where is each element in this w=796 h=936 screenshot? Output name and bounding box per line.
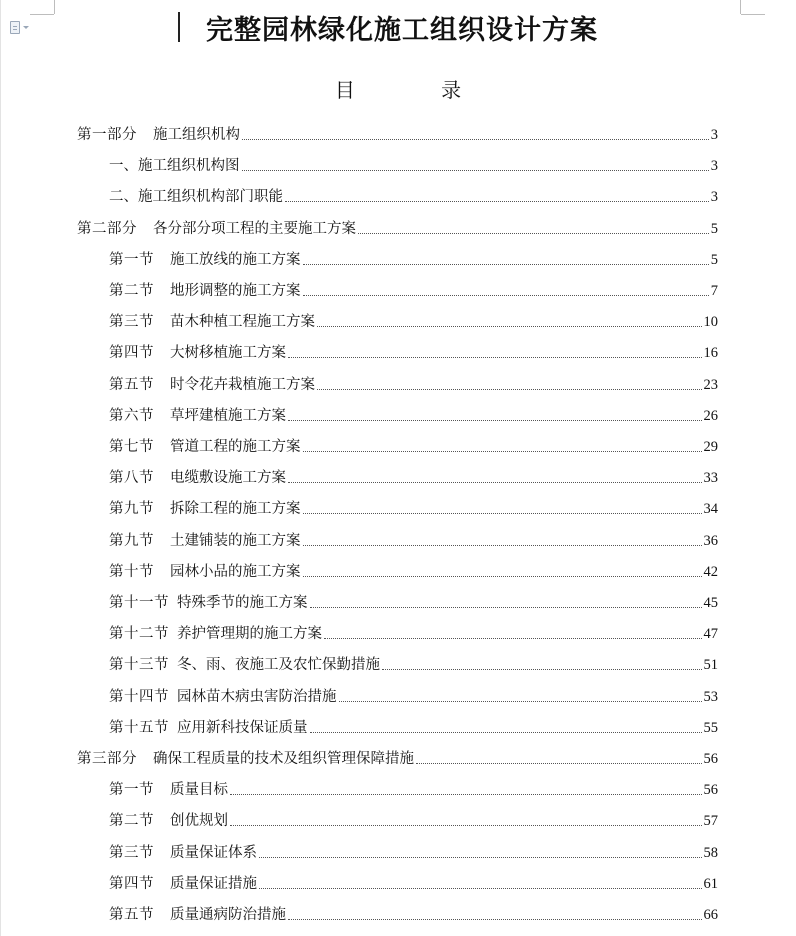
toc-entry-label: 第三节	[109, 844, 154, 861]
toc-entry-label: 第十五节	[109, 719, 169, 736]
toc-entry-label: 第十一节	[109, 595, 169, 611]
toc-entry-title: 特殊季节的施工方案	[177, 595, 308, 611]
margin-corner-mark-left-h	[30, 14, 54, 15]
toc-entry-text	[109, 563, 301, 581]
toc-entry-text	[109, 906, 286, 924]
text-cursor	[178, 12, 180, 42]
toc-entry-label: 第七节	[109, 439, 154, 455]
toc-entry[interactable]	[109, 621, 718, 643]
toc-entry-text	[109, 656, 380, 674]
toc-entry-title: 草坪建植施工方案	[170, 407, 286, 424]
toc-entry-label: 第四节	[109, 345, 154, 362]
toc-dot-leader	[317, 325, 702, 327]
toc-entry[interactable]	[109, 465, 718, 487]
toc-page-number: 26	[703, 407, 718, 424]
toc-page-number: 5	[710, 251, 718, 268]
toc-entry-label: 第三部分	[77, 751, 137, 767]
toc-entry-text	[109, 875, 257, 893]
toc-dot-leader	[259, 887, 702, 889]
toc-entry[interactable]	[77, 122, 718, 144]
toc-entry-label: 第五节	[109, 376, 154, 393]
toc-page-number: 34	[703, 501, 718, 518]
toc-entry-label: 第一部分	[77, 127, 137, 143]
toc-page-number: 57	[703, 813, 718, 830]
toc-dot-leader	[303, 575, 702, 577]
toc-entry-label: 第六节	[109, 407, 154, 424]
toc-entry-label: 第十二节	[109, 626, 169, 643]
toc-entry-label: 第十节	[109, 563, 154, 580]
toc-entry[interactable]	[109, 777, 718, 799]
toc-dot-leader	[303, 512, 702, 514]
toc-dot-leader	[303, 263, 709, 265]
toc-page-number: 10	[703, 314, 718, 331]
toc-entry-text	[109, 251, 301, 269]
toc-entry-title: 施工放线的施工方案	[170, 251, 301, 268]
toc-entry[interactable]	[109, 153, 718, 175]
toc-dot-leader	[416, 762, 702, 764]
toc-entry[interactable]	[109, 559, 718, 581]
toc-entry[interactable]	[109, 684, 718, 706]
page-icon	[10, 21, 20, 34]
toc-entry-title: 土建铺装的施工方案	[170, 532, 301, 549]
toc-entry-label: 第十三节	[109, 657, 169, 674]
toc-entry-label: 第二节	[109, 813, 154, 830]
toc-dot-leader	[230, 793, 702, 795]
toc-page-number: 36	[703, 532, 718, 549]
toc-entry-label: 第八节	[109, 470, 154, 487]
toc-entry-label: 第一节	[109, 782, 154, 799]
toc-entry-label: 第三节	[109, 314, 154, 331]
toc-entry-title: 电缆敷设施工方案	[170, 470, 286, 487]
toc-entry[interactable]	[77, 746, 718, 768]
toc-page-number: 45	[703, 595, 718, 611]
toc-entry[interactable]	[109, 372, 718, 394]
toc-dot-leader	[288, 419, 702, 421]
toc-entry-label: 第二部分	[77, 220, 137, 237]
toc-page-number: 53	[703, 688, 718, 705]
toc-entry-text	[109, 594, 308, 612]
toc-entry[interactable]	[109, 340, 718, 362]
toc-entry-text	[109, 469, 286, 487]
toc-dot-leader	[317, 388, 702, 390]
toc-entry-label: 第五节	[109, 907, 154, 923]
toc-page-number: 61	[703, 875, 718, 892]
toc-entry-text	[109, 282, 301, 300]
toc-entry-title: 拆除工程的施工方案	[170, 501, 301, 518]
toc-entry[interactable]	[77, 216, 718, 238]
toc-entry-title: 苗木种植工程施工方案	[170, 314, 315, 331]
toc-entry-title: 管道工程的施工方案	[170, 439, 301, 455]
toc-entry-title: 确保工程质量的技术及组织管理保障措施	[153, 751, 414, 767]
toc-entry-text	[109, 344, 286, 362]
toc-entry-label: 第四节	[109, 875, 154, 892]
toc-entry-label: 第十四节	[109, 688, 169, 705]
toc-entry[interactable]	[109, 496, 718, 518]
toc-entry-text	[109, 376, 315, 394]
toc-page-number: 58	[703, 844, 718, 861]
toc-page-number: 56	[703, 751, 718, 767]
toc-dot-leader	[303, 450, 702, 452]
toc-page-number: 42	[703, 563, 718, 580]
toc-entry-title: 创优规划	[170, 813, 228, 830]
toc-entry-title: 施工组织机构	[153, 127, 240, 143]
toc-entry-title: 园林小品的施工方案	[170, 563, 301, 580]
toc-entry-text	[109, 781, 228, 799]
toc-page-number: 5	[710, 220, 718, 237]
toc-entry-text	[109, 688, 337, 706]
toc-entry[interactable]	[109, 309, 718, 331]
toc-dot-leader	[382, 668, 702, 670]
toc-entry-text	[109, 157, 240, 175]
toc-entry[interactable]	[109, 434, 718, 456]
toc-page-number: 47	[703, 626, 718, 643]
toc-dot-leader	[288, 918, 702, 920]
toc-dot-leader	[310, 606, 702, 608]
toc-dot-leader	[324, 637, 702, 639]
toc-entry-text	[109, 719, 308, 737]
toc-entry-title: 质量目标	[170, 782, 228, 799]
toc-entry-label: 第九节	[109, 501, 154, 518]
toc-dot-leader	[339, 700, 702, 702]
toc-entry-title: 质量保证措施	[170, 875, 257, 892]
toc-page-number: 3	[710, 158, 718, 175]
toc-page-number: 56	[703, 782, 718, 799]
toc-entry-title: 一、施工组织机构图	[109, 158, 240, 175]
toc-entry-title: 大树移植施工方案	[170, 345, 286, 362]
toc-entry-text	[109, 438, 301, 456]
toc-page-number: 7	[710, 283, 718, 299]
chevron-down-icon	[23, 26, 29, 29]
toc-entry[interactable]	[109, 528, 718, 550]
toc-page-number: 29	[703, 439, 718, 455]
toc-entry-title: 冬、雨、夜施工及农忙保勤措施	[177, 657, 380, 674]
toc-heading: 目 录	[334, 78, 502, 102]
toc-entry-title: 园林苗木病虫害防治措施	[177, 688, 337, 705]
toc-entry-title: 时令花卉栽植施工方案	[170, 376, 315, 393]
toc-dot-leader	[259, 856, 702, 858]
margin-corner-mark-left	[54, 0, 55, 14]
toc-entry-text	[109, 844, 257, 862]
toc-dot-leader	[288, 481, 702, 483]
toc-entry-text	[77, 750, 414, 768]
toc-page-number: 51	[703, 657, 718, 674]
toc-entry-label: 第二节	[109, 283, 154, 299]
toc-entry-title: 二、施工组织机构部门职能	[109, 189, 283, 206]
document-title: 完整园林绿化施工组织设计方案	[206, 15, 598, 46]
toc-entry-text	[109, 407, 286, 425]
toc-entry-text	[109, 625, 322, 643]
toc-dot-leader	[230, 824, 702, 826]
toc-entry[interactable]	[109, 247, 718, 269]
toc-entry[interactable]	[109, 715, 718, 737]
toc-entry-text	[109, 812, 228, 830]
toc-page-number: 33	[703, 470, 718, 487]
toc-entry-title: 应用新科技保证质量	[177, 719, 308, 736]
toc-entry-title: 质量保证体系	[170, 844, 257, 861]
toc-page-number: 16	[703, 345, 718, 362]
toc-entry-text	[109, 532, 301, 550]
toc-entry-title: 养护管理期的施工方案	[177, 626, 322, 643]
toc-entry-label: 第一节	[109, 251, 154, 268]
toc-entry-text	[109, 188, 283, 206]
toc-entry-text	[77, 220, 356, 238]
toc-entry[interactable]	[109, 808, 718, 830]
toc-entry[interactable]	[109, 871, 718, 893]
document-icon[interactable]	[10, 20, 38, 34]
toc-dot-leader	[303, 544, 702, 546]
toc-page-number: 3	[710, 189, 718, 206]
toc-dot-leader	[288, 356, 702, 358]
toc-page-number: 66	[703, 907, 718, 923]
toc-page-number: 23	[703, 376, 718, 393]
toc-entry-text	[77, 126, 240, 144]
toc-entry[interactable]	[109, 403, 718, 425]
toc-entry[interactable]	[109, 590, 718, 612]
toc-dot-leader	[242, 138, 709, 140]
toc-dot-leader	[285, 200, 709, 202]
toc-dot-leader	[242, 169, 709, 171]
margin-corner-mark-right-h	[741, 14, 765, 15]
toc-entry-text	[109, 500, 301, 518]
toc-entry-title: 质量通病防治措施	[170, 907, 286, 923]
margin-corner-mark-right	[740, 0, 741, 14]
toc-page-number: 3	[710, 127, 718, 143]
toc-entry[interactable]	[109, 278, 718, 300]
toc-entry[interactable]	[109, 652, 718, 674]
toc-entry[interactable]	[109, 840, 718, 862]
toc-entry-title: 各分部分项工程的主要施工方案	[153, 220, 356, 237]
toc-entry[interactable]	[109, 184, 718, 206]
toc-dot-leader	[358, 232, 709, 234]
toc-entry-text	[109, 313, 315, 331]
toc-page-number: 55	[703, 719, 718, 736]
toc-entry[interactable]	[109, 902, 718, 924]
toc-entry-title: 地形调整的施工方案	[170, 283, 301, 299]
toc-dot-leader	[303, 294, 709, 296]
toc-entry-label: 第九节	[109, 532, 154, 549]
toc-dot-leader	[310, 731, 702, 733]
